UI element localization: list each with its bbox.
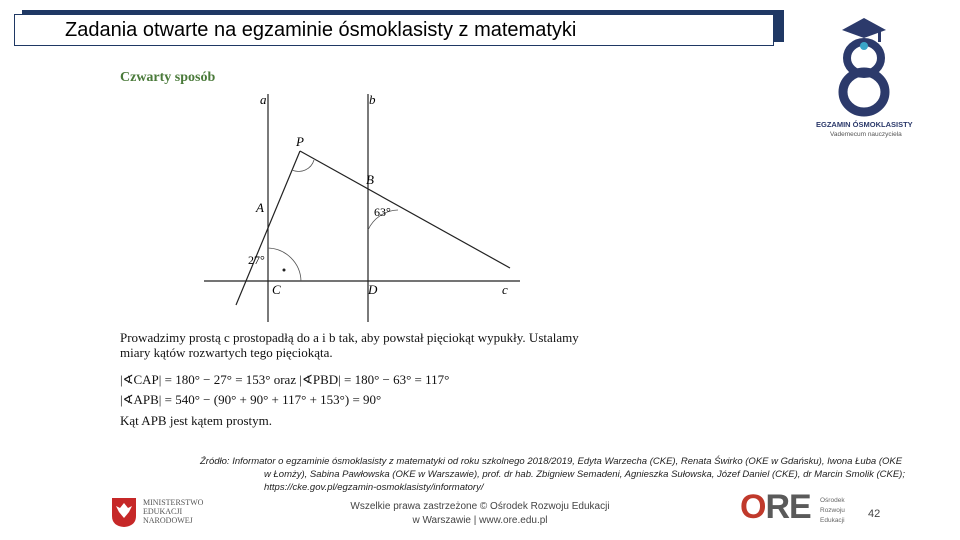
ministry-text: [143, 498, 203, 525]
source-citation: [200, 455, 945, 494]
footer-line1: Wszelkie prawa zastrzeżone © Ośrodek Rozwoju Edukacji: [350, 501, 610, 512]
right-angle-dot: [283, 269, 286, 272]
ore-logo-re: RE: [765, 488, 811, 526]
ore-logo-text: [740, 488, 811, 527]
conclusion-text: Kąt APB jest kątem prostym.: [120, 413, 273, 428]
label-C: C: [272, 282, 281, 297]
ministry-line1: MINISTERSTWO: [143, 498, 204, 507]
ministry-logo: [110, 496, 220, 530]
label-A: A: [256, 200, 264, 215]
label-D: D: [368, 282, 378, 297]
source-line3: https://cke.gov.pl/egzamin-osmoklasisty/informatory/: [264, 482, 484, 493]
angle-63-label: 63°: [374, 205, 391, 219]
ore-logo-o: O: [740, 488, 766, 526]
slide-content: [112, 62, 592, 442]
ministry-line3: NARODOWEJ: [143, 516, 193, 525]
logo-line1: EGZAMIN ÓSMOKLASISTY: [816, 120, 913, 129]
segment-pb: [300, 151, 510, 268]
label-p: P: [296, 134, 304, 149]
equation-2: |∢APB| = 540° − (90° + 90° + 117° + 153°) = 90°: [120, 392, 382, 407]
eagle-emblem-icon: [110, 496, 138, 528]
equation-1: |∢CAP| = 180° − 27° = 153° oraz |∢PBD| = 180° − 63° = 117°: [120, 372, 450, 387]
angle-27-arc: [268, 248, 301, 281]
ore-line2: Rozwoju: [820, 507, 845, 514]
method-heading: Czwarty sposób: [120, 70, 216, 85]
label-a: a: [260, 92, 267, 107]
geometry-figure: [192, 90, 612, 330]
page-title: Zadania otwarte na egzaminie ósmoklasisty z matematyki: [65, 19, 577, 41]
paragraph-text: Prowadzimy prostą c prostopadłą do a i b tak, aby powstał pięciokąt wypukły. Ustalamy miary kątów rozwartych tego pięciokąta.: [120, 330, 579, 360]
ore-line3: Edukacji: [820, 517, 845, 524]
logo-line2: Vademecum nauczyciela: [830, 131, 902, 138]
label-c: c: [502, 282, 508, 297]
source-line2: w Łomży), Sabina Pawłowska (OKE w Warszawie), prof. dr hab. Zbigniew Semadeni, Agnieszka Sułowska, Józef Daniel (CKE), dr Marcin Smolik (CKE);: [264, 469, 905, 480]
ore-line1: Ośrodek: [820, 497, 845, 504]
footer-line2: w Warszawie | www.ore.edu.pl: [412, 515, 548, 526]
title-box: [14, 14, 774, 46]
label-B: B: [366, 172, 374, 187]
ore-small-text: [820, 496, 845, 526]
ore-logo: [738, 488, 868, 530]
angle-27-label: 27°: [248, 253, 265, 267]
footer-text: [330, 500, 630, 528]
page-number: 42: [868, 508, 881, 520]
egzamin-logo: [812, 14, 924, 144]
source-line1: Źródło: Informator o egzaminie ósmoklasisty z matematyki od roku szkolnego 2018/2019, Edyta Warzecha (CKE), Renata Świrko (OKE w Gdańsku), Iwona Łuba (OKE: [200, 456, 903, 467]
ministry-line2: EDUKACJI: [143, 507, 183, 516]
label-b: b: [369, 92, 376, 107]
